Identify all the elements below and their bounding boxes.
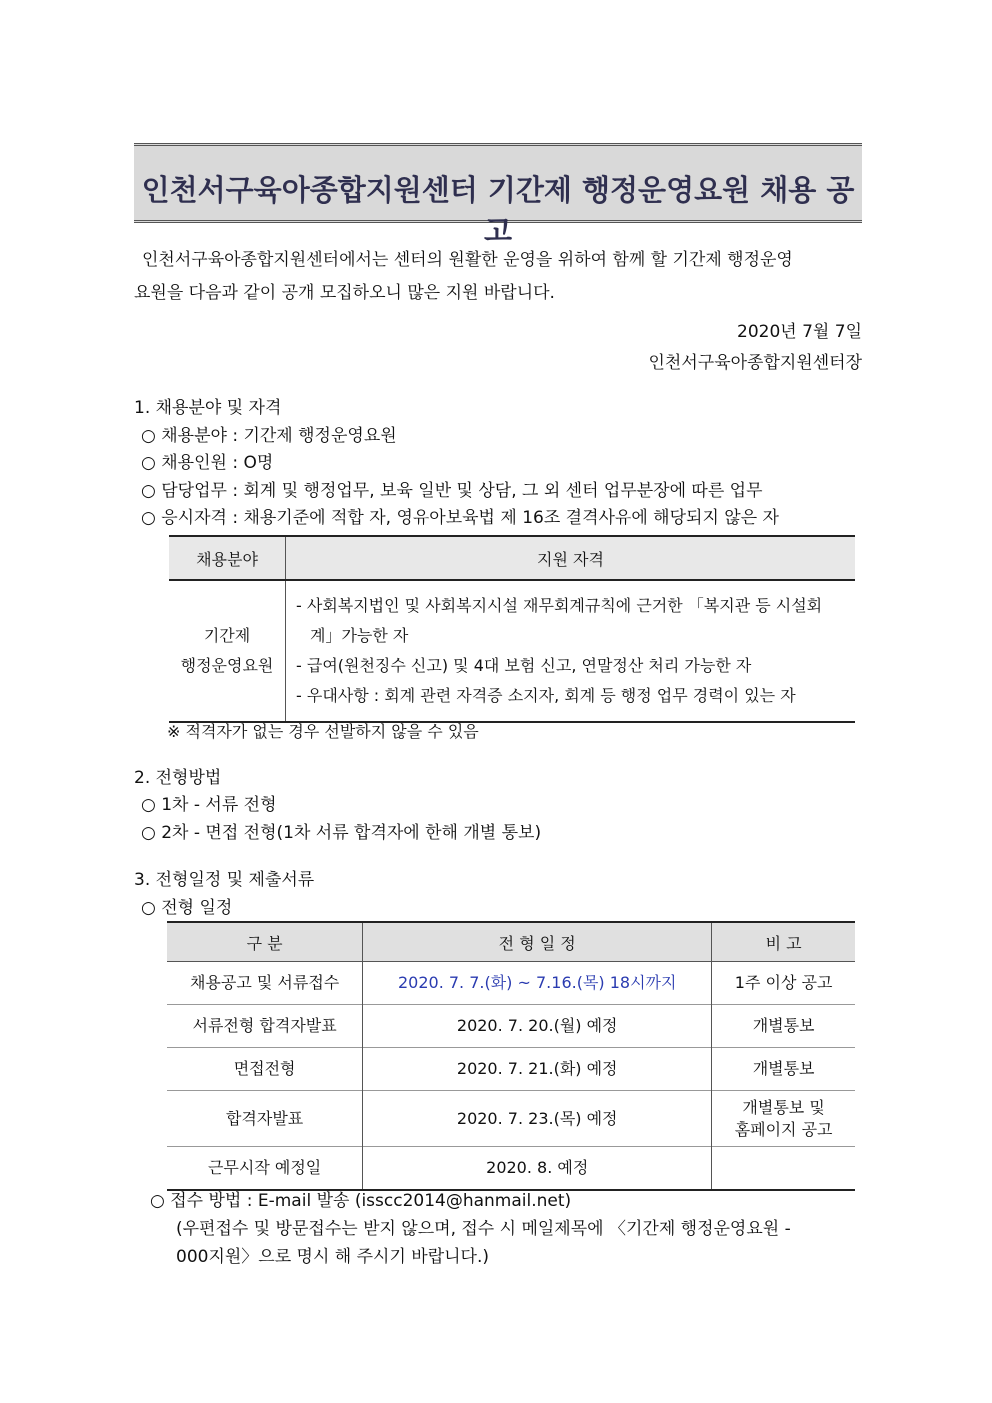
qualification-line: - 사회복지법인 및 사회복지시설 재무회계규칙에 근거한 「복지관 등 시설회 — [296, 596, 823, 615]
section1-item: ○ 채용분야 : 기간제 행정운영요원 — [141, 426, 397, 446]
qualification-cell — [286, 580, 856, 722]
notice-date: 2020년 7월 7일 — [737, 322, 862, 342]
stage-cell: 합격자발표 — [167, 1091, 363, 1147]
submit-note: (우편접수 및 방문접수는 받지 않으며, 접수 시 메일제목에 〈기간제 행정운영요원 - — [176, 1219, 791, 1239]
table-row — [167, 1091, 855, 1147]
table-row — [169, 580, 855, 722]
field-line: 행정운영요원 — [180, 656, 274, 675]
page-title: 인천서구육아종합지원센터 기간제 행정운영요원 채용 공고 — [141, 173, 855, 248]
stage-cell: 서류전형 합격자발표 — [167, 1005, 363, 1048]
remark-line: 홈페이지 공고 — [734, 1119, 833, 1139]
table-header-row — [167, 922, 855, 962]
schedule-subheading: ○ 전형 일정 — [141, 898, 233, 918]
field-cell — [169, 580, 286, 722]
submit-note: 000지원〉으로 명시 해 주시기 바랍니다.) — [176, 1247, 490, 1267]
stage-cell: 근무시작 예정일 — [167, 1147, 363, 1191]
intro-line-1: 인천서구육아종합지원센터에서는 센터의 원활한 운영을 위하여 함께 할 기간제 행정운영 — [142, 250, 793, 270]
submit-method: ○ 접수 방법 : E-mail 발송 (isscc2014@hanmail.net) — [150, 1191, 572, 1211]
section1-item: ○ 응시자격 : 채용기준에 적합 자, 영유아보육법 제 16조 결격사유에 해당되지 않은 자 — [141, 508, 779, 528]
section2-heading: 2. 전형방법 — [134, 768, 222, 788]
table-header: 채용분야 — [169, 536, 286, 580]
stage-cell: 면접전형 — [167, 1048, 363, 1091]
section1-heading: 1. 채용분야 및 자격 — [134, 398, 282, 418]
date-cell-highlight: 2020. 7. 7.(화) ~ 7.16.(목) 18시까지 — [363, 962, 712, 1005]
intro-line-2: 요원을 다음과 같이 공개 모집하오니 많은 지원 바랍니다. — [134, 283, 555, 303]
qualification-table — [169, 535, 855, 723]
issuer: 인천서구육아종합지원센터장 — [648, 353, 862, 373]
remark-cell — [712, 1147, 855, 1191]
table-row — [167, 1005, 855, 1048]
field-line: 기간제 — [203, 626, 251, 645]
section1-item: ○ 채용인원 : O명 — [141, 453, 274, 473]
date-cell: 2020. 8. 예정 — [363, 1147, 712, 1191]
qualification-line: 계」가능한 자 — [310, 626, 409, 645]
section2-item: ○ 2차 - 면접 전형(1차 서류 합격자에 한해 개별 통보) — [141, 823, 542, 843]
table-row — [167, 962, 855, 1005]
title-banner — [134, 143, 862, 248]
note: ※ 적격자가 없는 경우 선발하지 않을 수 있음 — [167, 722, 479, 741]
intro-paragraph — [134, 244, 862, 310]
remark-line: 개별통보 및 — [742, 1097, 825, 1117]
table-header: 비 고 — [712, 922, 855, 962]
section1-item: ○ 담당업무 : 회계 및 행정업무, 보육 일반 및 상담, 그 외 센터 업무분장에 따른 업무 — [141, 481, 763, 501]
date-cell: 2020. 7. 20.(월) 예정 — [363, 1005, 712, 1048]
schedule-table — [167, 921, 855, 1191]
remark-cell — [712, 1091, 855, 1147]
table-header: 지원 자격 — [286, 536, 856, 580]
table-header: 구 분 — [167, 922, 363, 962]
remark-cell: 개별통보 — [712, 1005, 855, 1048]
date-cell: 2020. 7. 23.(목) 예정 — [363, 1091, 712, 1147]
qualification-line: - 우대사항 : 회계 관련 자격증 소지자, 회계 등 행정 업무 경력이 있는 자 — [296, 686, 796, 705]
stage-cell: 채용공고 및 서류접수 — [167, 962, 363, 1005]
date-cell: 2020. 7. 21.(화) 예정 — [363, 1048, 712, 1091]
table-header: 전 형 일 정 — [363, 922, 712, 962]
table-row — [167, 1048, 855, 1091]
section3-heading: 3. 전형일정 및 제출서류 — [134, 870, 315, 890]
qualification-line: - 급여(원천징수 신고) 및 4대 보험 신고, 연말정산 처리 가능한 자 — [296, 656, 752, 675]
remark-cell: 개별통보 — [712, 1048, 855, 1091]
section2-item: ○ 1차 - 서류 전형 — [141, 795, 277, 815]
remark-cell: 1주 이상 공고 — [712, 962, 855, 1005]
table-row — [167, 1147, 855, 1191]
table-header-row — [169, 536, 855, 580]
